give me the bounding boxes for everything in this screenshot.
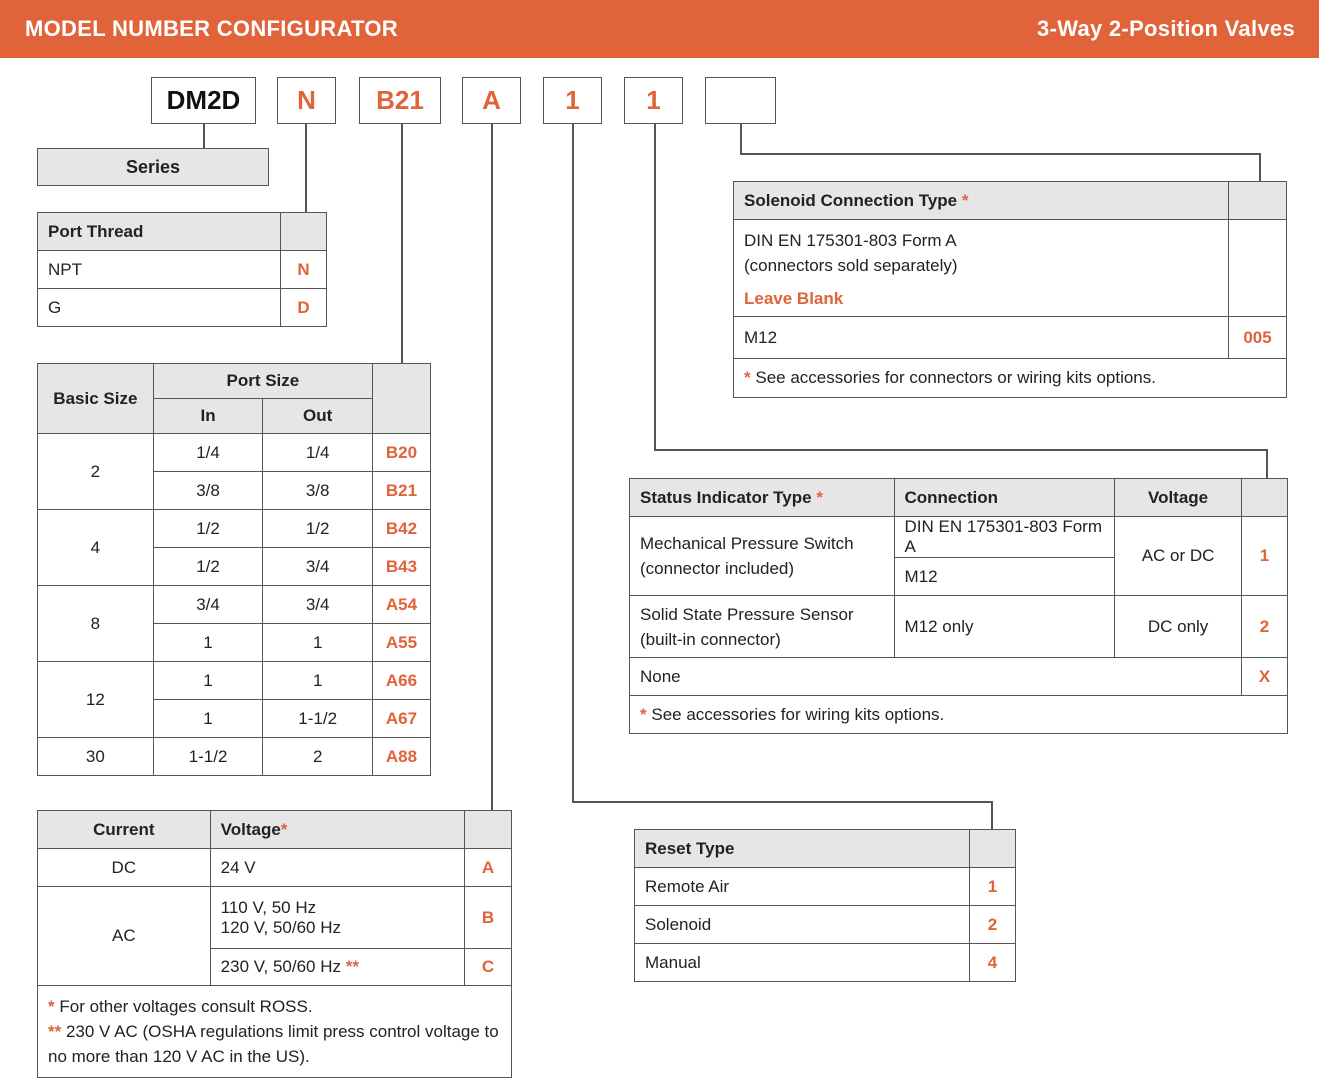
table-row	[630, 658, 1288, 696]
table-row	[630, 596, 1288, 658]
voltage-code: B	[465, 887, 512, 949]
port-in-cell: 1/4	[153, 434, 263, 472]
table-row	[630, 517, 1288, 558]
status-code: 2	[1242, 596, 1288, 658]
table-row	[38, 434, 431, 472]
table-row	[38, 510, 431, 548]
table-row	[38, 586, 431, 624]
table-row	[635, 944, 1016, 982]
status-voltage-cell: AC or DC	[1115, 517, 1242, 596]
table-row	[38, 289, 327, 327]
reset-label: Remote Air	[635, 868, 970, 906]
code-box-port-thread: N	[277, 77, 336, 124]
port-in-cell: 3/8	[153, 472, 263, 510]
port-size-code-header	[373, 364, 431, 434]
port-thread-label: NPT	[38, 251, 281, 289]
solenoid-code: 005	[1229, 317, 1287, 359]
port-out-header: Out	[263, 399, 373, 434]
code-box-series: DM2D	[151, 77, 256, 124]
table-row	[38, 662, 431, 700]
port-in-cell: 1-1/2	[153, 738, 263, 776]
connector-line	[572, 124, 574, 802]
port-size-code: A55	[373, 624, 431, 662]
voltage-table	[37, 810, 512, 1078]
port-thread-code-header	[281, 213, 327, 251]
code-box-voltage: A	[462, 77, 521, 124]
connection-cell: DIN EN 175301-803 Form A	[894, 517, 1115, 558]
reset-label: Manual	[635, 944, 970, 982]
port-in-cell: 1	[153, 624, 263, 662]
basic-size-cell: 30	[38, 738, 154, 776]
connector-line	[1259, 153, 1261, 181]
port-out-cell: 1	[263, 662, 373, 700]
port-out-cell: 1/2	[263, 510, 373, 548]
connection-header: Connection	[894, 479, 1115, 517]
status-note: * See accessories for wiring kits options.	[630, 696, 1288, 734]
basic-size-cell: 12	[38, 662, 154, 738]
reset-code: 1	[970, 868, 1016, 906]
table-row	[38, 887, 512, 949]
port-in-cell: 1	[153, 662, 263, 700]
page-subtitle: 3-Way 2-Position Valves	[1037, 16, 1295, 41]
port-out-cell: 1-1/2	[263, 700, 373, 738]
table-row	[38, 738, 431, 776]
status-code: X	[1242, 658, 1288, 696]
status-voltage-cell: DC only	[1115, 596, 1242, 658]
connector-line	[1266, 449, 1268, 479]
table-notes-row	[38, 986, 512, 1078]
port-size-code: A88	[373, 738, 431, 776]
port-size-table	[37, 363, 431, 776]
code-box-status: 1	[624, 77, 683, 124]
table-row	[635, 906, 1016, 944]
port-size-code: A67	[373, 700, 431, 738]
status-option-cell: None	[630, 658, 1242, 696]
port-size-code: A54	[373, 586, 431, 624]
status-option-cell: Solid State Pressure Sensor (built-in connector)	[630, 596, 895, 658]
connector-line	[203, 124, 205, 149]
voltage-code: C	[465, 949, 512, 986]
solenoid-table	[733, 181, 1287, 398]
status-voltage-header: Voltage	[1115, 479, 1242, 517]
page-title: MODEL NUMBER CONFIGURATOR	[25, 16, 398, 41]
status-table	[629, 478, 1288, 734]
port-in-cell: 3/4	[153, 586, 263, 624]
status-option-cell: Mechanical Pressure Switch (connector included)	[630, 517, 895, 596]
port-in-cell: 1/2	[153, 548, 263, 586]
voltage-cell: 110 V, 50 Hz 120 V, 50/60 Hz	[210, 887, 464, 949]
solenoid-code	[1229, 220, 1287, 317]
port-size-header: Port Size	[153, 364, 372, 399]
status-code: 1	[1242, 517, 1288, 596]
port-out-cell: 3/4	[263, 586, 373, 624]
basic-size-cell: 2	[38, 434, 154, 510]
basic-size-cell: 8	[38, 586, 154, 662]
port-in-header: In	[153, 399, 263, 434]
port-thread-code: N	[281, 251, 327, 289]
basic-size-cell: 4	[38, 510, 154, 586]
reset-header: Reset Type	[635, 830, 970, 868]
reset-code: 2	[970, 906, 1016, 944]
reset-table	[634, 829, 1016, 982]
solenoid-code-header	[1229, 182, 1287, 220]
current-header: Current	[38, 811, 211, 849]
port-size-code: A66	[373, 662, 431, 700]
connector-line	[305, 124, 307, 213]
header-bar	[0, 0, 1319, 58]
table-row	[38, 849, 512, 887]
table-row	[734, 317, 1287, 359]
connection-cell: M12 only	[894, 596, 1115, 658]
port-thread-table	[37, 212, 327, 327]
port-size-code: B43	[373, 548, 431, 586]
current-cell: DC	[38, 849, 211, 887]
voltage-notes: * For other voltages consult ROSS. ** 230 V AC (OSHA regulations limit press control voltage to no more than 120 V AC in the US).	[38, 986, 512, 1078]
port-out-cell: 3/4	[263, 548, 373, 586]
port-out-cell: 3/8	[263, 472, 373, 510]
connector-line	[572, 801, 992, 803]
table-row	[734, 220, 1287, 317]
port-out-cell: 2	[263, 738, 373, 776]
connector-line	[740, 124, 742, 154]
connector-line	[491, 124, 493, 810]
table-notes-row	[734, 359, 1287, 398]
status-header: Status Indicator Type *	[630, 479, 895, 517]
code-box-solenoid	[705, 77, 776, 124]
voltage-header: Voltage*	[210, 811, 464, 849]
voltage-cell: 230 V, 50/60 Hz **	[210, 949, 464, 986]
connection-cell: M12	[894, 558, 1115, 596]
voltage-code: A	[465, 849, 512, 887]
port-size-code: B20	[373, 434, 431, 472]
connector-line	[401, 124, 403, 364]
port-size-code: B21	[373, 472, 431, 510]
connector-line	[740, 153, 1260, 155]
reset-label: Solenoid	[635, 906, 970, 944]
solenoid-option-cell: DIN EN 175301-803 Form A (connectors sold separately) Leave Blank	[734, 220, 1229, 317]
reset-code-header	[970, 830, 1016, 868]
port-out-cell: 1	[263, 624, 373, 662]
reset-code: 4	[970, 944, 1016, 982]
current-cell: AC	[38, 887, 211, 986]
connector-line	[654, 449, 1267, 451]
table-notes-row	[630, 696, 1288, 734]
port-thread-header: Port Thread	[38, 213, 281, 251]
port-size-code: B42	[373, 510, 431, 548]
connector-line	[654, 124, 656, 450]
solenoid-option-cell: M12	[734, 317, 1229, 359]
port-thread-code: D	[281, 289, 327, 327]
code-box-port-size: B21	[359, 77, 441, 124]
solenoid-note: * See accessories for connectors or wiring kits options.	[734, 359, 1287, 398]
port-in-cell: 1/2	[153, 510, 263, 548]
basic-size-header: Basic Size	[38, 364, 154, 434]
connector-line	[991, 801, 993, 830]
voltage-code-header	[465, 811, 512, 849]
port-thread-label: G	[38, 289, 281, 327]
table-row	[38, 251, 327, 289]
port-out-cell: 1/4	[263, 434, 373, 472]
port-in-cell: 1	[153, 700, 263, 738]
table-row	[635, 868, 1016, 906]
voltage-cell: 24 V	[210, 849, 464, 887]
code-box-reset: 1	[543, 77, 602, 124]
status-code-header	[1242, 479, 1288, 517]
series-label: Series	[37, 148, 269, 186]
solenoid-header: Solenoid Connection Type *	[734, 182, 1229, 220]
